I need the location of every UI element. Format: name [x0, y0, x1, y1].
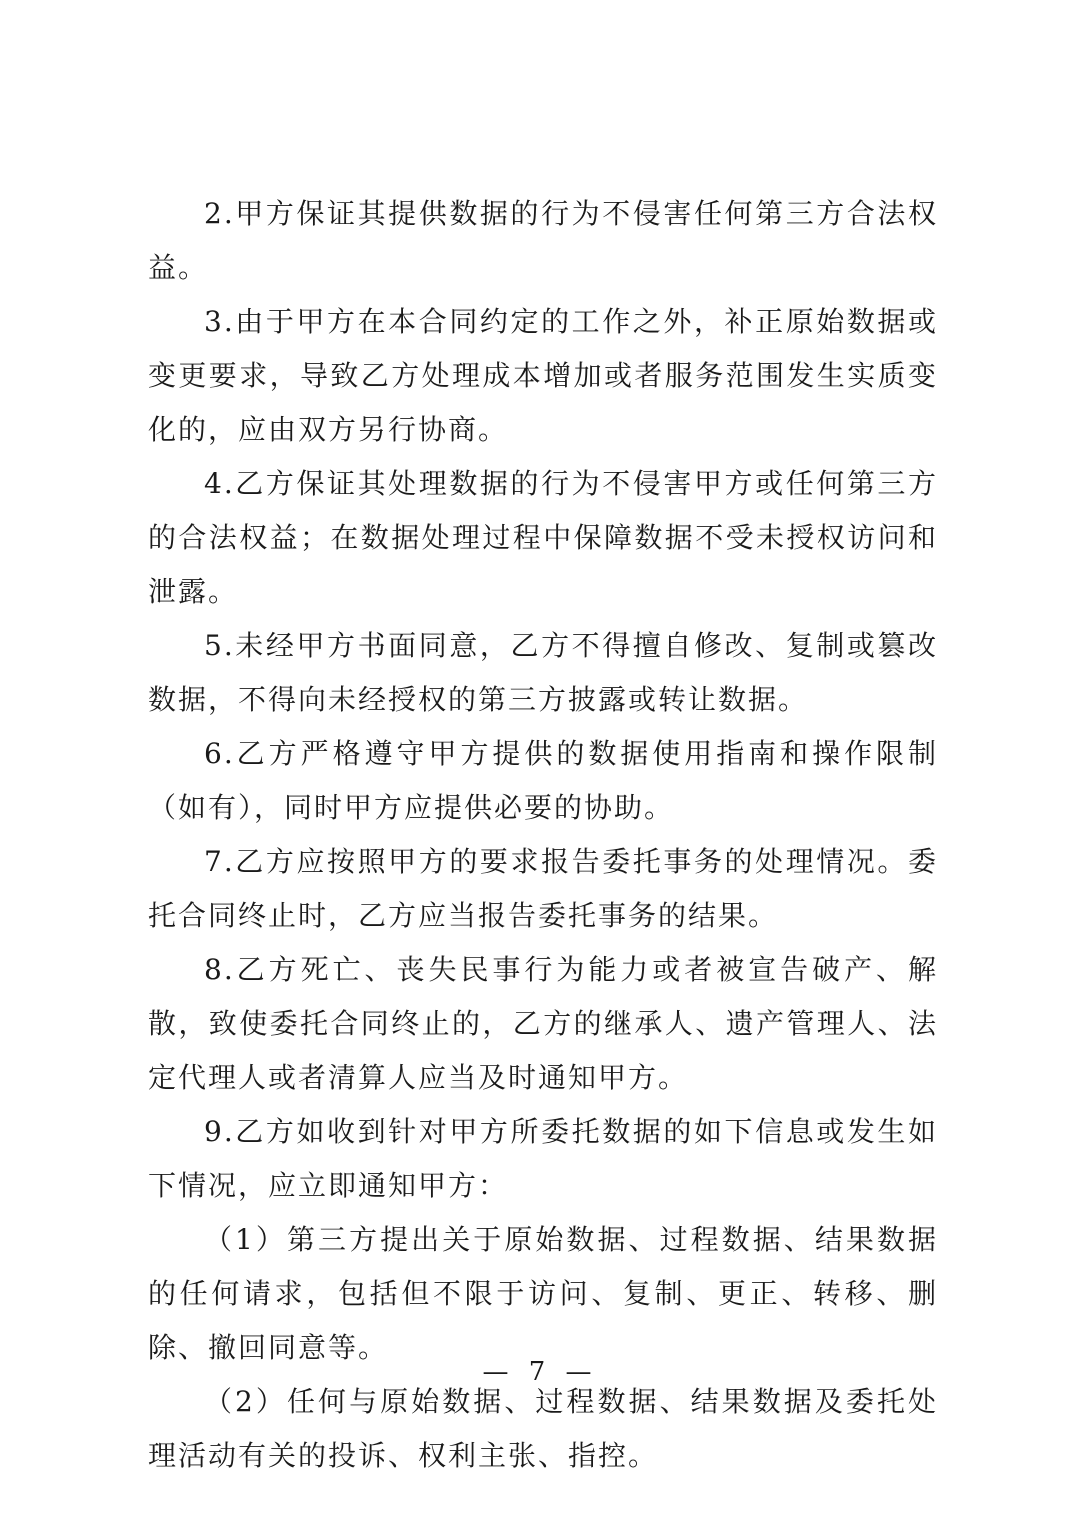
page-number: — 7 — — [482, 1357, 598, 1387]
clause-9-item-1: （1）第三方提出关于原始数据、过程数据、结果数据的任何请求，包括但不限于访问、复制、更正、转移、删除、撤回同意等。 — [148, 1223, 938, 1364]
clause-2: 2.甲方保证其提供数据的行为不侵害任何第三方合法权益。 — [148, 197, 938, 284]
clause-5: 5.未经甲方书面同意，乙方不得擅自修改、复制或篡改数据，不得向未经授权的第三方披露或转让数据。 — [148, 629, 938, 716]
clause-9-item-2: （2）任何与原始数据、过程数据、结果数据及委托处理活动有关的投诉、权利主张、指控。 — [148, 1385, 938, 1472]
clause-4: 4.乙方保证其处理数据的行为不侵害甲方或任何第三方的合法权益；在数据处理过程中保障数据不受未授权访问和泄露。 — [148, 467, 938, 608]
clause-9: 9.乙方如收到针对甲方所委托数据的如下信息或发生如下情况，应立即通知甲方： — [148, 1115, 938, 1202]
clause-3: 3.由于甲方在本合同约定的工作之外，补正原始数据或变更要求，导致乙方处理成本增加或者服务范围发生实质变化的，应由双方另行协商。 — [148, 305, 938, 446]
clause-7: 7.乙方应按照甲方的要求报告委托事务的处理情况。委托合同终止时，乙方应当报告委托事务的结果。 — [148, 845, 938, 932]
clause-8: 8.乙方死亡、丧失民事行为能力或者被宣告破产、解散，致使委托合同终止的，乙方的继承人、遗产管理人、法定代理人或者清算人应当及时通知甲方。 — [148, 953, 938, 1094]
document-body — [148, 187, 938, 1483]
clause-6: 6.乙方严格遵守甲方提供的数据使用指南和操作限制（如有），同时甲方应提供必要的协助。 — [148, 737, 938, 824]
